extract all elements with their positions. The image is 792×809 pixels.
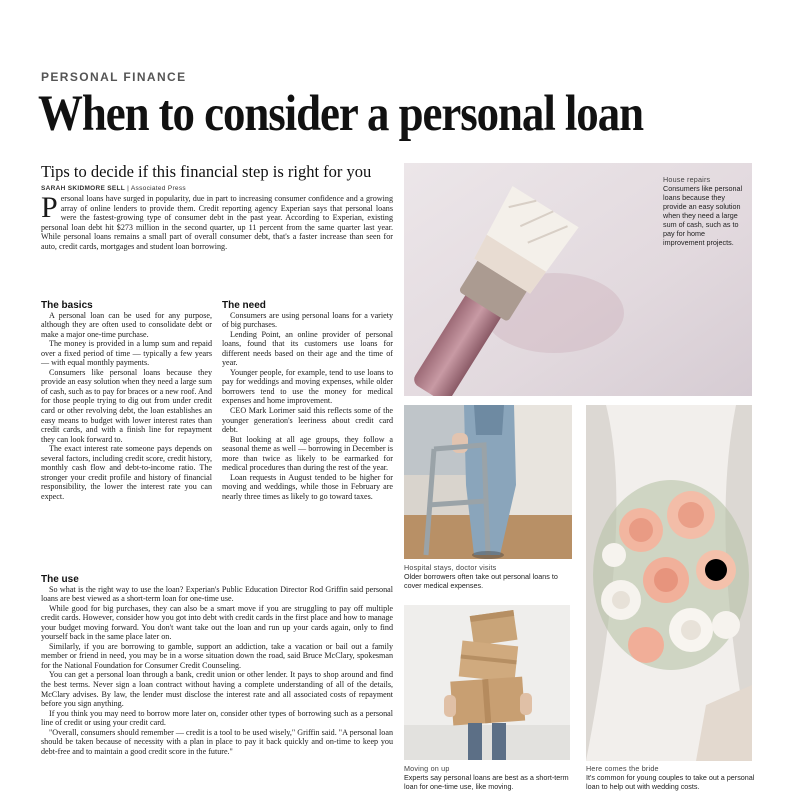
use-paragraph: If you think you may need to borrow more later on, consider other types of borrowing such as a personal line of credit or using your credit card.	[41, 708, 393, 728]
caption-bride	[586, 764, 756, 791]
need-paragraph: Loan requests in August tended to be higher for moving and weddings, while those in February are nearly three times as likely to go toward taxes.	[222, 472, 393, 501]
section-kicker: PERSONAL FINANCE	[41, 70, 187, 84]
section-use	[41, 575, 393, 756]
caption-hospital-text: Older borrowers often take out personal loans to cover medical expenses.	[404, 572, 558, 590]
use-paragraph: "Overall, consumers should remember — credit is a tool to be used wisely," Griffin said. "A personal loan should be taken because of necessity with a plan in place to pay it back quickly and on-time to keep you debt-free and to maintain a good credit score in the future."	[41, 727, 393, 756]
caption-hospital-title: Hospital stays, doctor visits	[404, 563, 497, 572]
subheadline: Tips to decide if this financial step is right for you	[41, 162, 372, 181]
caption-hospital	[404, 563, 572, 590]
byline-author: SARAH SKIDMORE SELL	[41, 185, 126, 192]
caption-house-text: Consumers like personal loans because they provide an easy solution when they need a large sum of cash, such as to pay for home improvement projects.	[663, 184, 743, 247]
byline: SARAH SKIDMORE SELL | Associated Press	[41, 185, 186, 192]
drop-cap: P	[41, 191, 58, 224]
intro-text: ersonal loans have surged in popularity, due in part to increasing consumer confidence and a growing array of online lenders to provide them. Credit reporting agency Experian says that personal loans were the fastest-growing type of consumer debt in the past year. According to Experian, existing personal loan debt hit $273 million in the second quarter, up 11 percent from the same quarter last year. While personal loans remains a small part of overall consumer debt, that's a faster increase than seen for auto, credit cards, mortgages and student loan borrowing.	[41, 194, 393, 251]
basics-paragraph: Consumers like personal loans because they provide an easy solution when they need a large sum of cash, such as to pay for braces or a new roof. And for those people trying to dig out from under credit card or other revolving debt, the loan establishes an easy means to budget with lower interest rates than credit cards, and with a finish line for repayment they can look forward to.	[41, 367, 212, 444]
need-paragraph: Consumers are using personal loans for a variety of big purchases.	[222, 310, 393, 330]
need-paragraph: CEO Mark Lorimer said this reflects some of the younger generation's leeriness about credit card debt.	[222, 406, 393, 435]
use-heading: The use	[41, 574, 79, 585]
section-basics	[41, 301, 212, 501]
basics-heading: The basics	[41, 300, 93, 311]
caption-house	[663, 175, 743, 247]
photo-walker	[404, 405, 572, 559]
basics-paragraph: A personal loan can be used for any purpose, although they are often used to consolidate debt or make a major one-time purchase.	[41, 310, 212, 339]
basics-paragraph: The exact interest rate someone pays depends on several factors, including credit score, credit history, monthly cash flow and debt-to-income ratio. The stronger your credit profile and history of financial responsibility, the lower the interest rate you can expect.	[41, 444, 212, 501]
caption-house-title: House repairs	[663, 175, 711, 184]
caption-bride-title: Here comes the bride	[586, 764, 659, 773]
use-paragraph: While good for big purchases, they can also be a smart move if you are struggling to pay off multiple credit cards. However, consider how you got into debt with credit cards in the first place and how to manage your budget moving forward. You don't want take out the loan and run up your cards again, only to find yourself back in the same place later on.	[41, 603, 393, 642]
photo-bouquet	[586, 405, 752, 761]
caption-moving-title: Moving on up	[404, 764, 450, 773]
headline: When to consider a personal loan	[38, 86, 643, 142]
section-need	[222, 301, 393, 501]
byline-source: Associated Press	[130, 185, 186, 192]
need-heading: The need	[222, 300, 266, 311]
caption-bride-text: It's common for young couples to take out a personal loan to help out with wedding costs.	[586, 773, 755, 791]
need-paragraph: Lending Point, an online provider of personal loans, found that its customers use loans for different needs based on their age and the time of year.	[222, 329, 393, 368]
basics-paragraph: The money is provided in a lump sum and repaid over a fixed period of time — typically a few years — with equal monthly payments.	[41, 339, 212, 368]
need-paragraph: Younger people, for example, tend to use loans to pay for weddings and moving expenses, while older borrowers tend to use the money for medical expenses and home improvement.	[222, 367, 393, 406]
use-paragraph: Similarly, if you are borrowing to gamble, support an addiction, take a vacation or bail out a family member or friend in need, you may be in a worse situation down the road, said Bruce McClary, spokesman for the National Foundation for Consumer Credit Counseling.	[41, 641, 393, 670]
photo-boxes	[404, 605, 570, 760]
use-paragraph: You can get a personal loan through a bank, credit union or other lender. It pays to shop around and find the best terms. Never sign a loan contract without having a complete understanding of all of the details, McClary advises. By law, the lender must disclose the interest rate and all associated costs of repayment before you sign anything.	[41, 670, 393, 709]
intro-paragraph	[41, 191, 393, 251]
use-paragraph: So what is the right way to use the loan? Experian's Public Education Director Rod Griffin said personal loans are best viewed as a short-term loan for one-time use.	[41, 584, 393, 604]
caption-moving	[404, 764, 576, 791]
need-paragraph: But looking at all age groups, they follow a seasonal theme as well — borrowing in December is more than twice as likely to be earmarked for medical procedures than during the rest of the year.	[222, 434, 393, 473]
caption-moving-text: Experts say personal loans are best as a short-term loan for one-time use, like moving.	[404, 773, 569, 791]
